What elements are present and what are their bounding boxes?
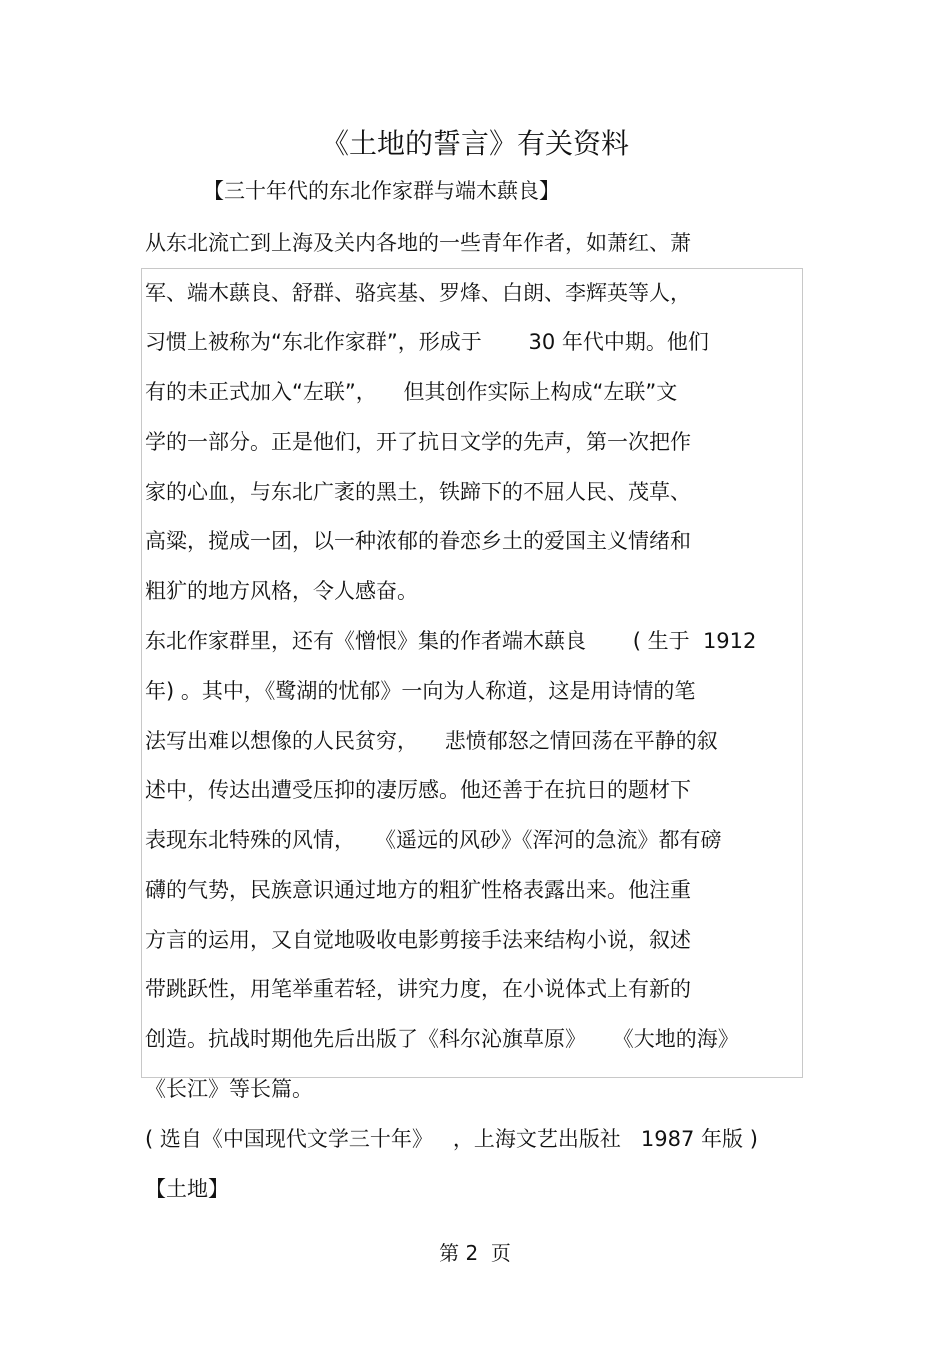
body-line: 年) 。其中，《鹭湖的忧郁》一向为人称道，这是用诗情的笔: [145, 679, 696, 703]
body-line: 《长江》等长篇。: [145, 1077, 313, 1101]
body-line: 粗犷的地方风格，令人感奋。: [145, 579, 418, 603]
body-line: 家的心血，与东北广袤的黑土，铁蹄下的不屈人民、茂草、: [145, 480, 691, 504]
body-line: 高粱，搅成一团，以一种浓郁的眷恋乡土的爱国主义情绪和: [145, 529, 691, 553]
page-number: 第 2 页: [439, 1241, 511, 1265]
body-line: 从东北流亡到上海及关内各地的一些青年作者，如萧红、萧: [145, 231, 691, 255]
body-line: 法写出难以想像的人民贫穷， 悲愤郁怒之情回荡在平静的叙: [145, 729, 718, 753]
subsection-heading: 【土地】: [145, 1177, 229, 1201]
body-line: 东北作家群里，还有《憎恨》集的作者端木蕻良 ( 生于 1912: [145, 629, 757, 653]
body-line: 有的未正式加入“左联”， 但其创作实际上构成“左联”文: [145, 380, 678, 404]
section-heading: 【三十年代的东北作家群与端木蕻良】: [203, 179, 560, 203]
body-line: 军、端木蕻良、舒群、骆宾基、罗烽、白朗、李辉英等人，: [145, 281, 691, 305]
body-line: 述中，传达出遭受压抑的凄厉感。他还善于在抗日的题材下: [145, 778, 691, 802]
citation-line: ( 选自《中国现代文学三十年》 ，上海文艺出版社 1987 年版 ): [145, 1127, 758, 1151]
body-line: 方言的运用，又自觉地吸收电影剪接手法来结构小说，叙述: [145, 928, 691, 952]
body-line: 带跳跃性，用笔举重若轻，讲究力度，在小说体式上有新的: [145, 977, 691, 1001]
body-line: 礴的气势，民族意识通过地方的粗犷性格表露出来。他注重: [145, 878, 691, 902]
page-title: 《土地的誓言》有关资料: [320, 127, 629, 160]
body-line: 表现东北特殊的风情， 《遥远的风砂》《浑河的急流》都有磅: [145, 828, 722, 852]
body-line: 学的一部分。正是他们，开了抗日文学的先声，第一次把作: [145, 430, 691, 454]
body-line: 创造。抗战时期他先后出版了《科尔沁旗草原》 《大地的海》: [145, 1027, 739, 1051]
body-line: 习惯上被称为“东北作家群”，形成于 30 年代中期。他们: [145, 330, 709, 354]
